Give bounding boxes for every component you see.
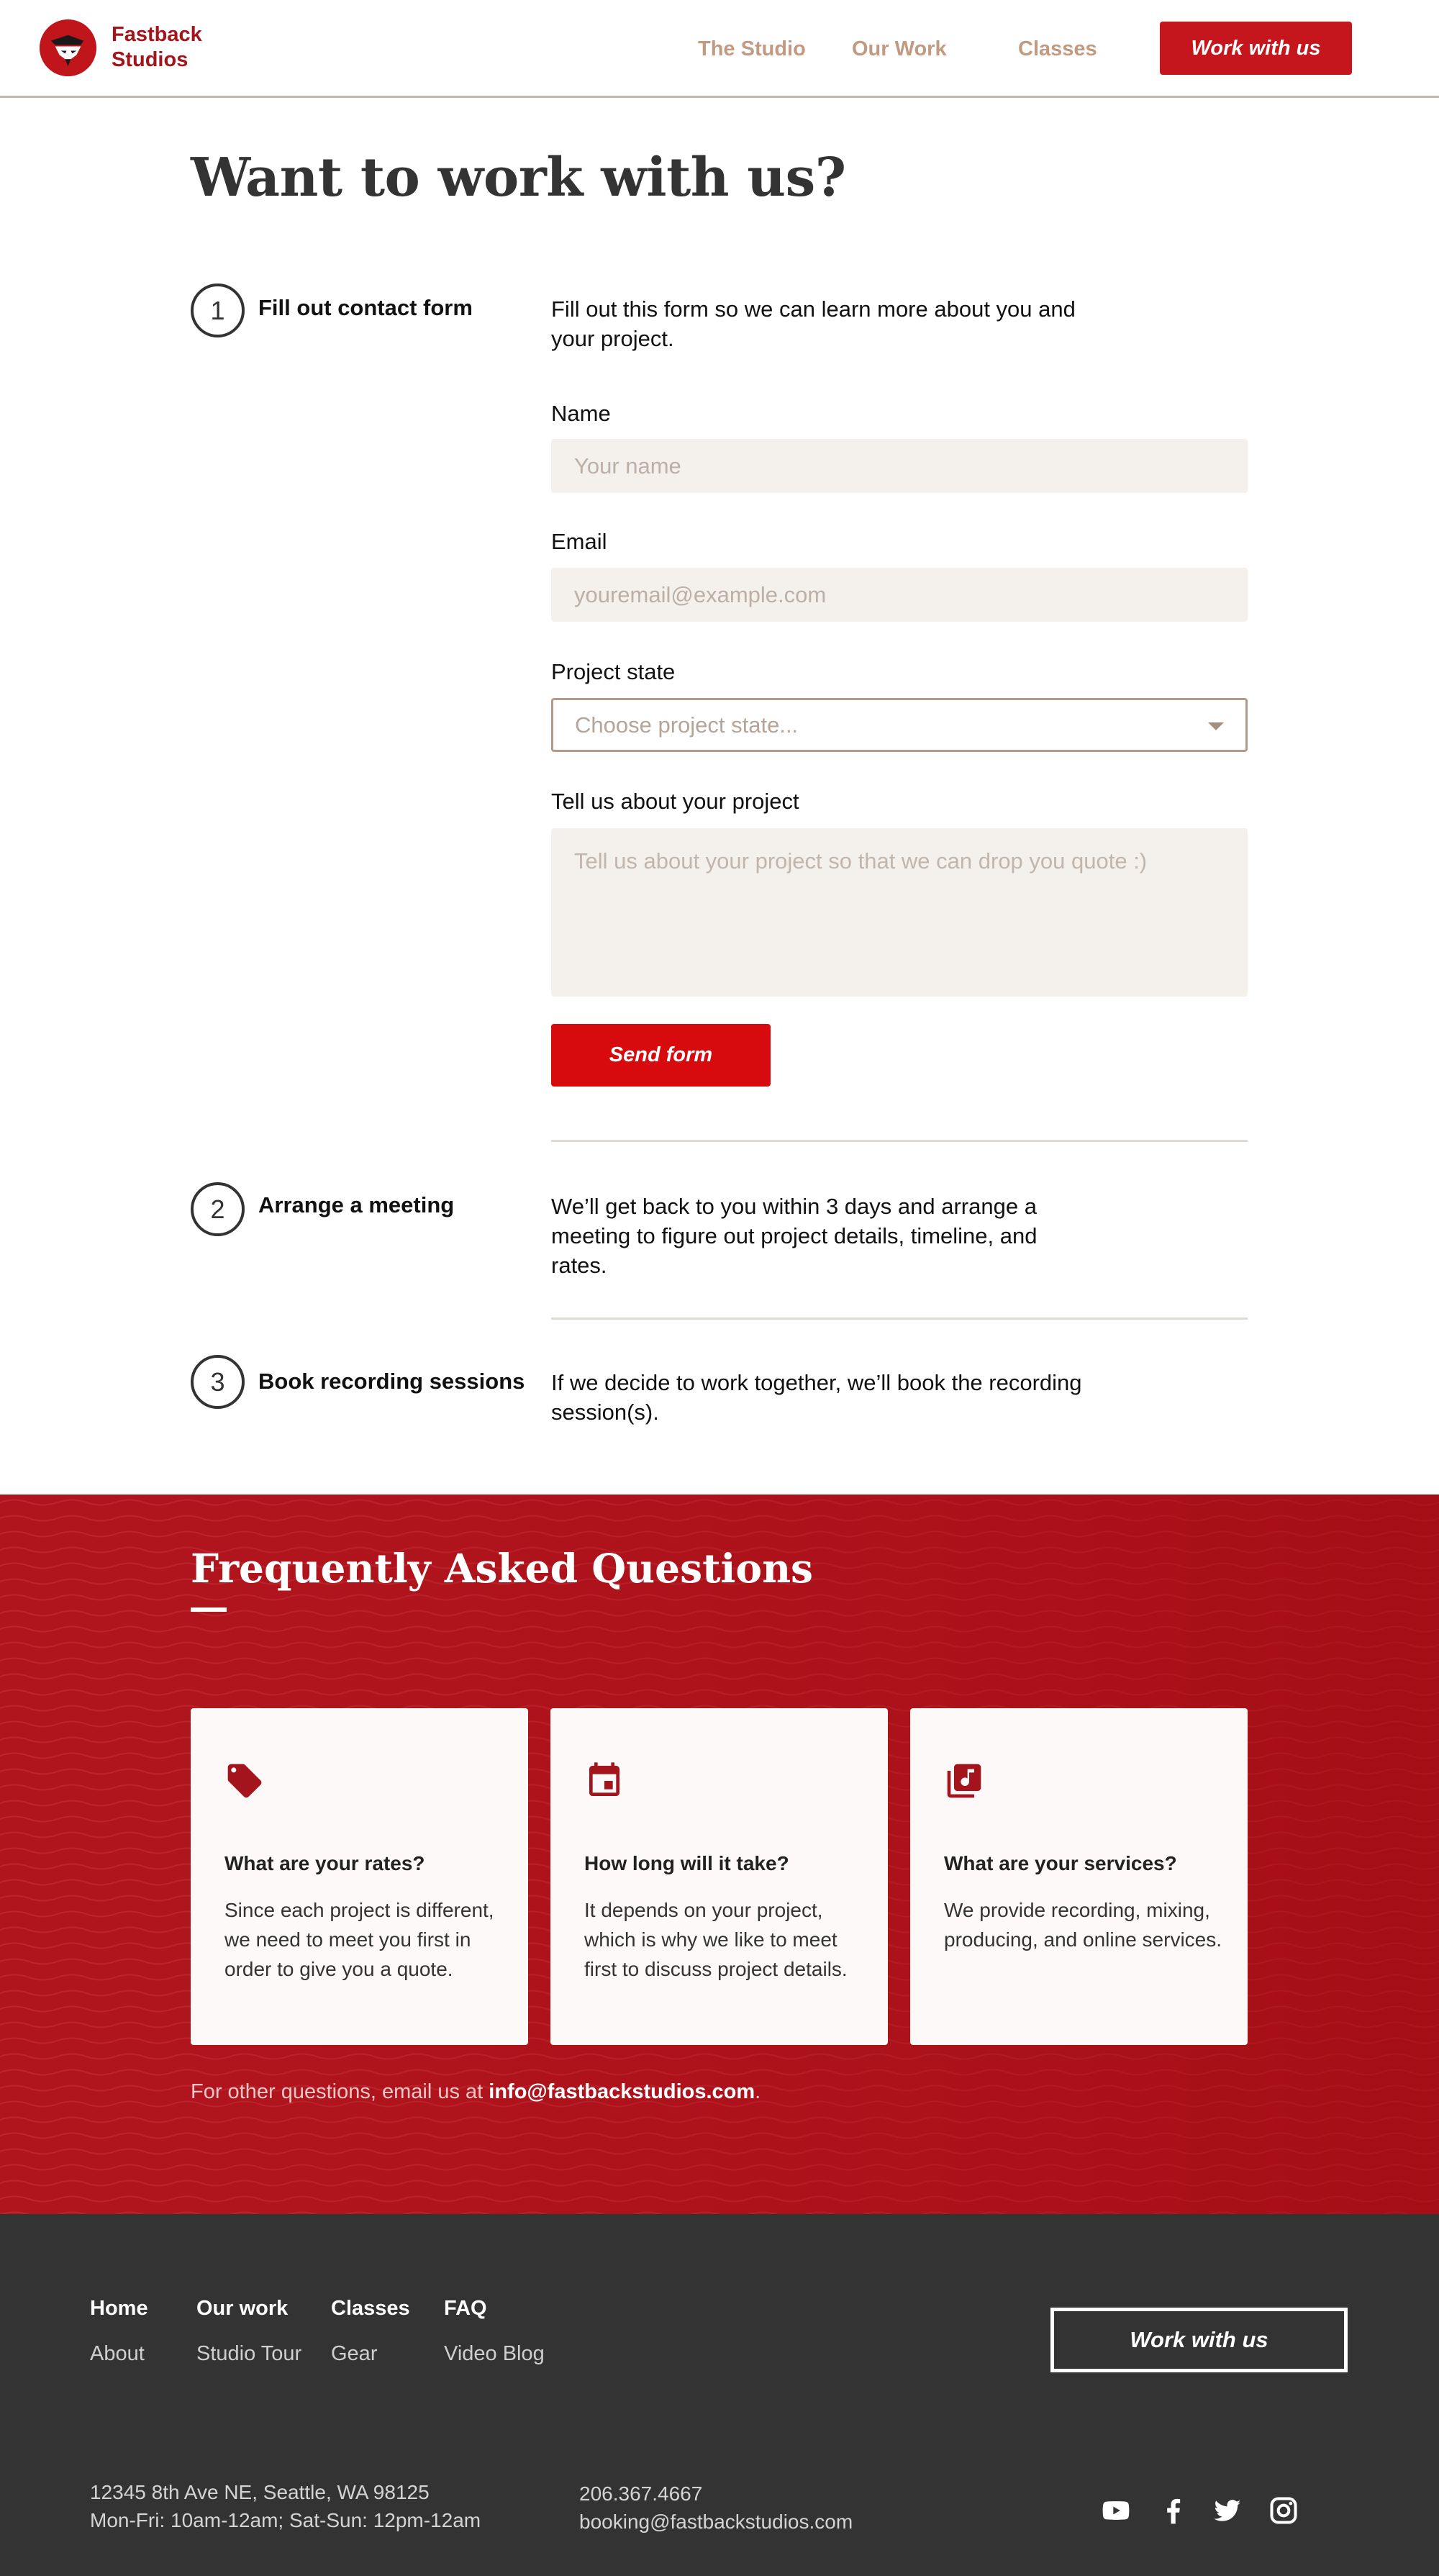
faq-contact-email-link[interactable]: info@fastbackstudios.com	[489, 2080, 755, 2103]
email-label: Email	[551, 529, 607, 554]
page-title: Want to work with us?	[191, 147, 846, 209]
send-form-button[interactable]: Send form	[551, 1024, 771, 1087]
faq-contact-text: For other questions, email us at	[191, 2080, 489, 2103]
footer-link-home[interactable]: Home	[90, 2297, 148, 2320]
divider	[551, 1140, 1248, 1142]
site-header	[0, 0, 1439, 98]
footer-contact-block	[579, 2480, 853, 2536]
faq-section	[0, 1495, 1439, 2214]
faq-answer: It depends on your project, which is why we like to meet first to discuss project details.	[584, 1899, 848, 1980]
tag-icon	[224, 1761, 265, 1801]
site-footer	[0, 2214, 1439, 2576]
divider	[551, 1318, 1248, 1320]
footer-address: 12345 8th Ave NE, Seattle, WA 98125	[90, 2481, 430, 2503]
name-label: Name	[551, 401, 611, 426]
footer-phone[interactable]: 206.367.4667	[579, 2482, 703, 2505]
footer-link-gear[interactable]: Gear	[331, 2342, 378, 2365]
footer-hours: Mon-Fri: 10am-12am; Sat-Sun: 12pm-12am	[90, 2509, 481, 2531]
footer-work-with-us-button[interactable]: Work with us	[1050, 2308, 1348, 2372]
youtube-icon[interactable]	[1100, 2495, 1132, 2526]
email-input[interactable]	[551, 568, 1248, 622]
work-with-us-button[interactable]: Work with us	[1160, 22, 1352, 75]
instagram-icon[interactable]	[1268, 2495, 1299, 2526]
project-details-label: Tell us about your project	[551, 789, 799, 814]
title-underline	[191, 1607, 227, 1612]
footer-email[interactable]: booking@fastbackstudios.com	[579, 2511, 853, 2533]
facebook-icon[interactable]	[1158, 2495, 1189, 2526]
music-library-icon	[944, 1761, 984, 1801]
step-number-1: 1	[191, 284, 245, 337]
faq-card-duration	[550, 1708, 888, 2045]
step-title-book-sessions: Book recording sessions	[258, 1369, 525, 1394]
footer-link-faq[interactable]: FAQ	[444, 2297, 487, 2320]
project-state-select[interactable]	[551, 698, 1248, 752]
step-description-contact-form: Fill out this form so we can learn more about you and your project.	[551, 296, 1076, 351]
nav-link-classes[interactable]: Classes	[1018, 37, 1097, 60]
faq-question: What are your rates?	[224, 1852, 425, 1874]
step-number-2: 2	[191, 1182, 245, 1236]
faq-question: What are your services?	[944, 1852, 1177, 1874]
step-description-arrange-meeting: We’ll get back to you within 3 days and arrange a meeting to figure out project details, timeline, and rates.	[551, 1194, 1038, 1278]
faq-answer: We provide recording, mixing, producing, and online services.	[944, 1899, 1222, 1951]
step-title-arrange-meeting: Arrange a meeting	[258, 1192, 455, 1217]
brand-name[interactable]: Fastback Studios	[112, 23, 202, 71]
step-title-contact-form: Fill out contact form	[258, 295, 473, 320]
project-state-value: Choose project state...	[575, 712, 799, 738]
footer-address-block	[90, 2478, 481, 2534]
footer-link-our-work[interactable]: Our work	[196, 2297, 289, 2320]
footer-link-studio-tour[interactable]: Studio Tour	[196, 2342, 302, 2365]
faq-contact-line	[191, 2080, 761, 2104]
faq-title: Frequently Asked Questions	[191, 1545, 814, 1592]
step-description-book-sessions: If we decide to work together, we’ll book the recording session(s).	[551, 1370, 1082, 1425]
twitter-icon[interactable]	[1212, 2495, 1243, 2526]
faq-contact-period: .	[755, 2080, 761, 2103]
footer-link-classes[interactable]: Classes	[331, 2297, 410, 2320]
faq-card-services	[910, 1708, 1248, 2045]
faq-answer: Since each project is different, we need to meet you first in order to give you a quote.	[224, 1899, 494, 1980]
calendar-icon	[584, 1761, 625, 1801]
step-number-3: 3	[191, 1355, 245, 1409]
project-details-textarea[interactable]	[551, 828, 1248, 997]
footer-link-video-blog[interactable]: Video Blog	[444, 2342, 545, 2365]
nav-link-our-work[interactable]: Our Work	[852, 37, 947, 60]
caret-down-icon	[1208, 722, 1224, 730]
logo-icon[interactable]	[40, 19, 96, 76]
faq-card-rates	[191, 1708, 528, 2045]
footer-link-about[interactable]: About	[90, 2342, 145, 2365]
nav-link-the-studio[interactable]: The Studio	[698, 37, 806, 60]
project-state-label: Project state	[551, 659, 676, 684]
name-input[interactable]	[551, 439, 1248, 493]
faq-question: How long will it take?	[584, 1852, 789, 1874]
